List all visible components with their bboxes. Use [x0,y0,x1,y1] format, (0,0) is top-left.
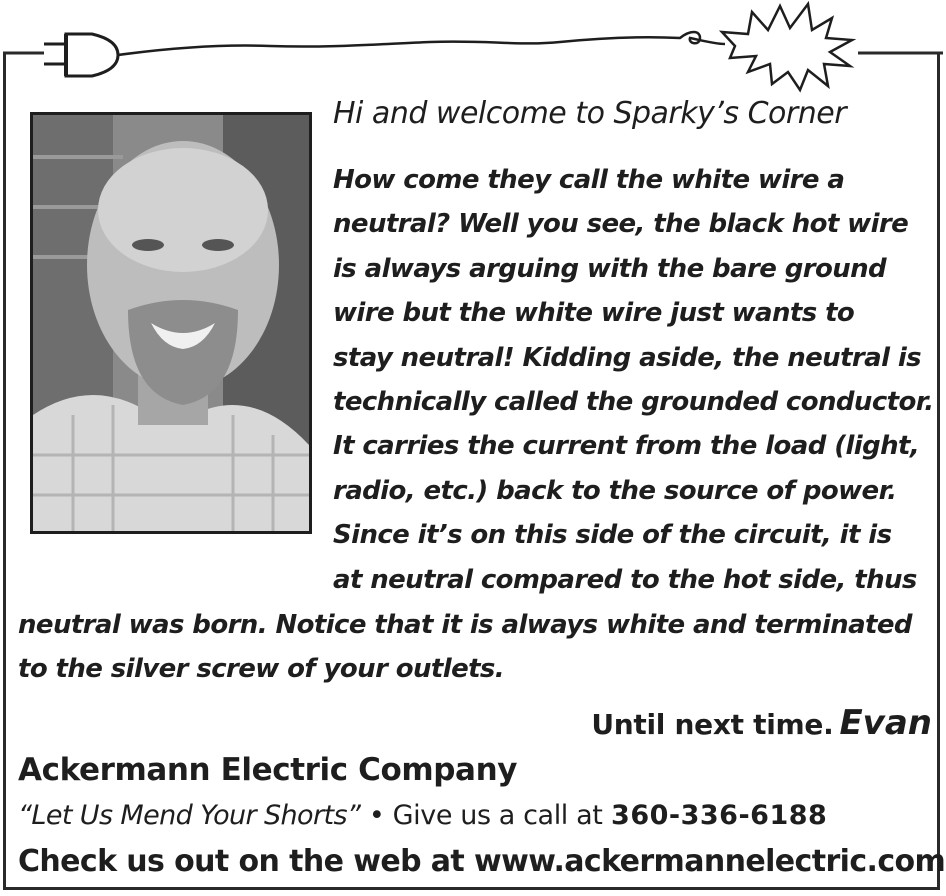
phone-number: 360-336-6188 [611,800,828,831]
slogan-contact-row [18,800,827,831]
author-signature: Evan [839,703,932,743]
spark-icon [722,4,852,90]
signoff [591,703,932,743]
slogan: “Let Us Mend Your Shorts” [18,800,361,831]
body-text-line: to the silver screw of your outlets. [18,654,505,684]
page-title: Hi and welcome to Sparky’s Corner [333,96,847,131]
body-text-line: Since it’s on this side of the circuit, it is [333,520,892,550]
body-text-line: neutral? Well you see, the black hot wire [333,209,909,239]
cord-illustration [0,0,946,100]
body-text-line: technically called the grounded conductor. [333,387,934,417]
plug-icon [44,34,118,76]
body-text-line: neutral was born. Notice that it is always white and terminated [18,610,912,640]
body-text-line: is always arguing with the bare ground [333,254,887,284]
body-text-line: stay neutral! Kidding aside, the neutral is [333,343,922,373]
company-name: Ackermann Electric Company [18,752,518,788]
body-text-line: It carries the current from the load (light, [333,431,920,461]
website-line: Check us out on the web at www.ackermannelectric.com [18,844,946,879]
signoff-text: Until next time. [591,708,834,741]
portrait-photo [30,112,312,534]
body-text-line: radio, etc.) back to the source of power. [333,476,897,506]
call-text: • Give us a call at [368,800,603,831]
body-text-line: wire but the white wire just wants to [333,298,855,328]
body-text-line: at neutral compared to the hot side, thus [333,565,917,595]
body-text-line: How come they call the white wire a [333,165,845,195]
